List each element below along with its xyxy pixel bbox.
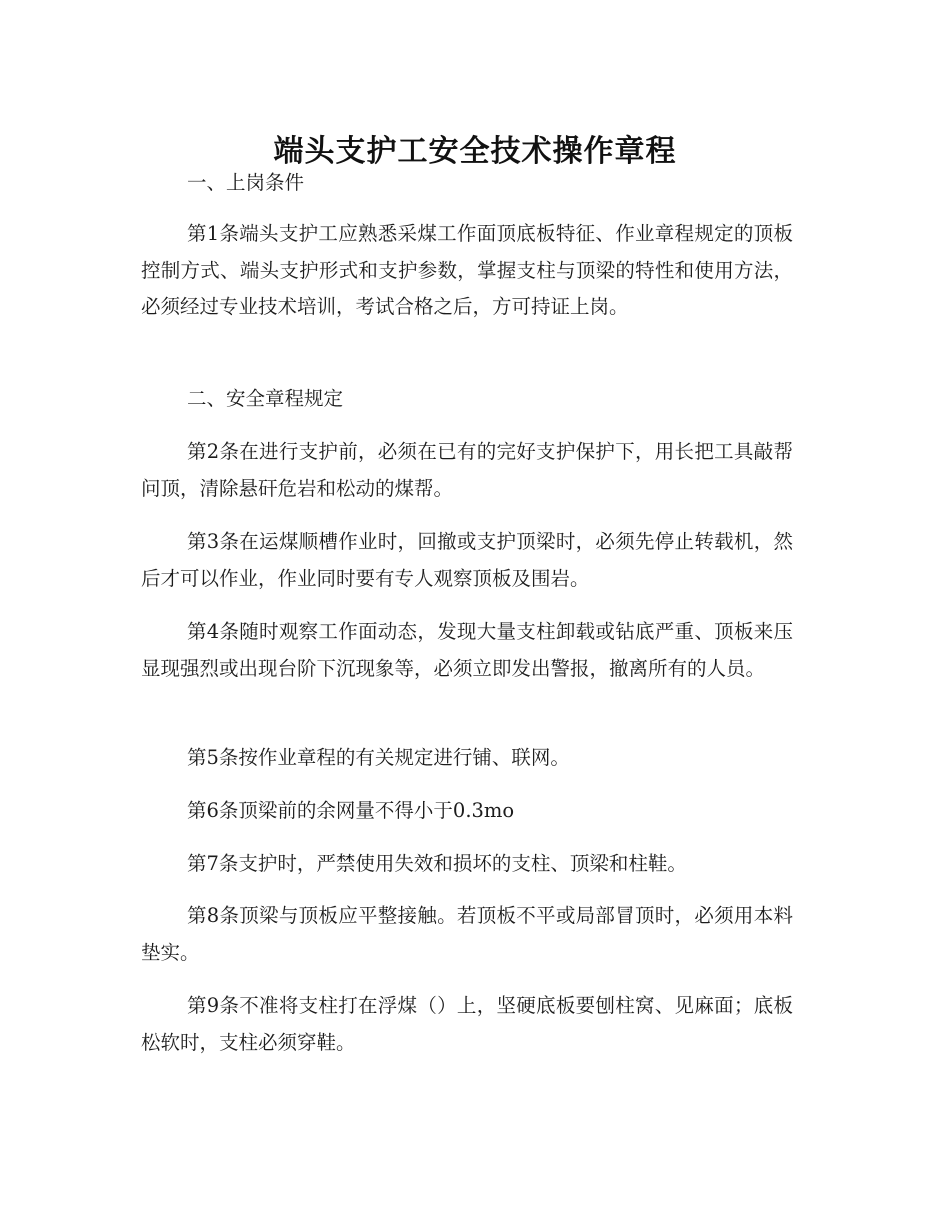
article-3: 第3条在运煤顺槽作业时，回撤或支护顶梁时，必须先停止转载机，然后才可以作业，作业同时要有专人观察顶板及围岩。 <box>141 530 793 590</box>
article-5: 第5条按作业章程的有关规定进行铺、联网。 <box>187 746 570 769</box>
section-heading-safety-rules: 二、安全章程规定 <box>187 387 344 410</box>
article-1: 第1条端头支护工应熟悉采煤工作面顶底板特征、作业章程规定的顶板控制方式、端头支护形式和支护参数，掌握支柱与顶梁的特性和使用方法，必须经过专业技术培训，考试合格之后，方可持证上岗。 <box>141 222 793 318</box>
section-heading-qualifications: 一、上岗条件 <box>187 171 305 194</box>
article-2: 第2条在进行支护前，必须在已有的完好支护保护下，用长把工具敲帮问顶，清除悬矸危岩和松动的煤帮。 <box>141 440 793 500</box>
article-8: 第8条顶梁与顶板应平整接触。若顶板不平或局部冒顶时，必须用本料垫实。 <box>141 904 793 964</box>
article-4: 第4条随时观察工作面动态，发现大量支柱卸载或钻底严重、顶板来压显现强烈或出现台阶下沉现象等，必须立即发出警报，撤离所有的人员。 <box>141 620 793 680</box>
article-9: 第9条不准将支柱打在浮煤（）上，坚硬底板要刨柱窝、见麻面；底板松软时，支柱必须穿鞋。 <box>141 994 793 1054</box>
article-6: 第6条顶梁前的余网量不得小于0.3mo <box>187 799 515 822</box>
document-title: 端头支护工安全技术操作章程 <box>273 134 677 170</box>
article-7: 第7条支护时，严禁使用失效和损坏的支柱、顶梁和柱鞋。 <box>187 852 687 875</box>
